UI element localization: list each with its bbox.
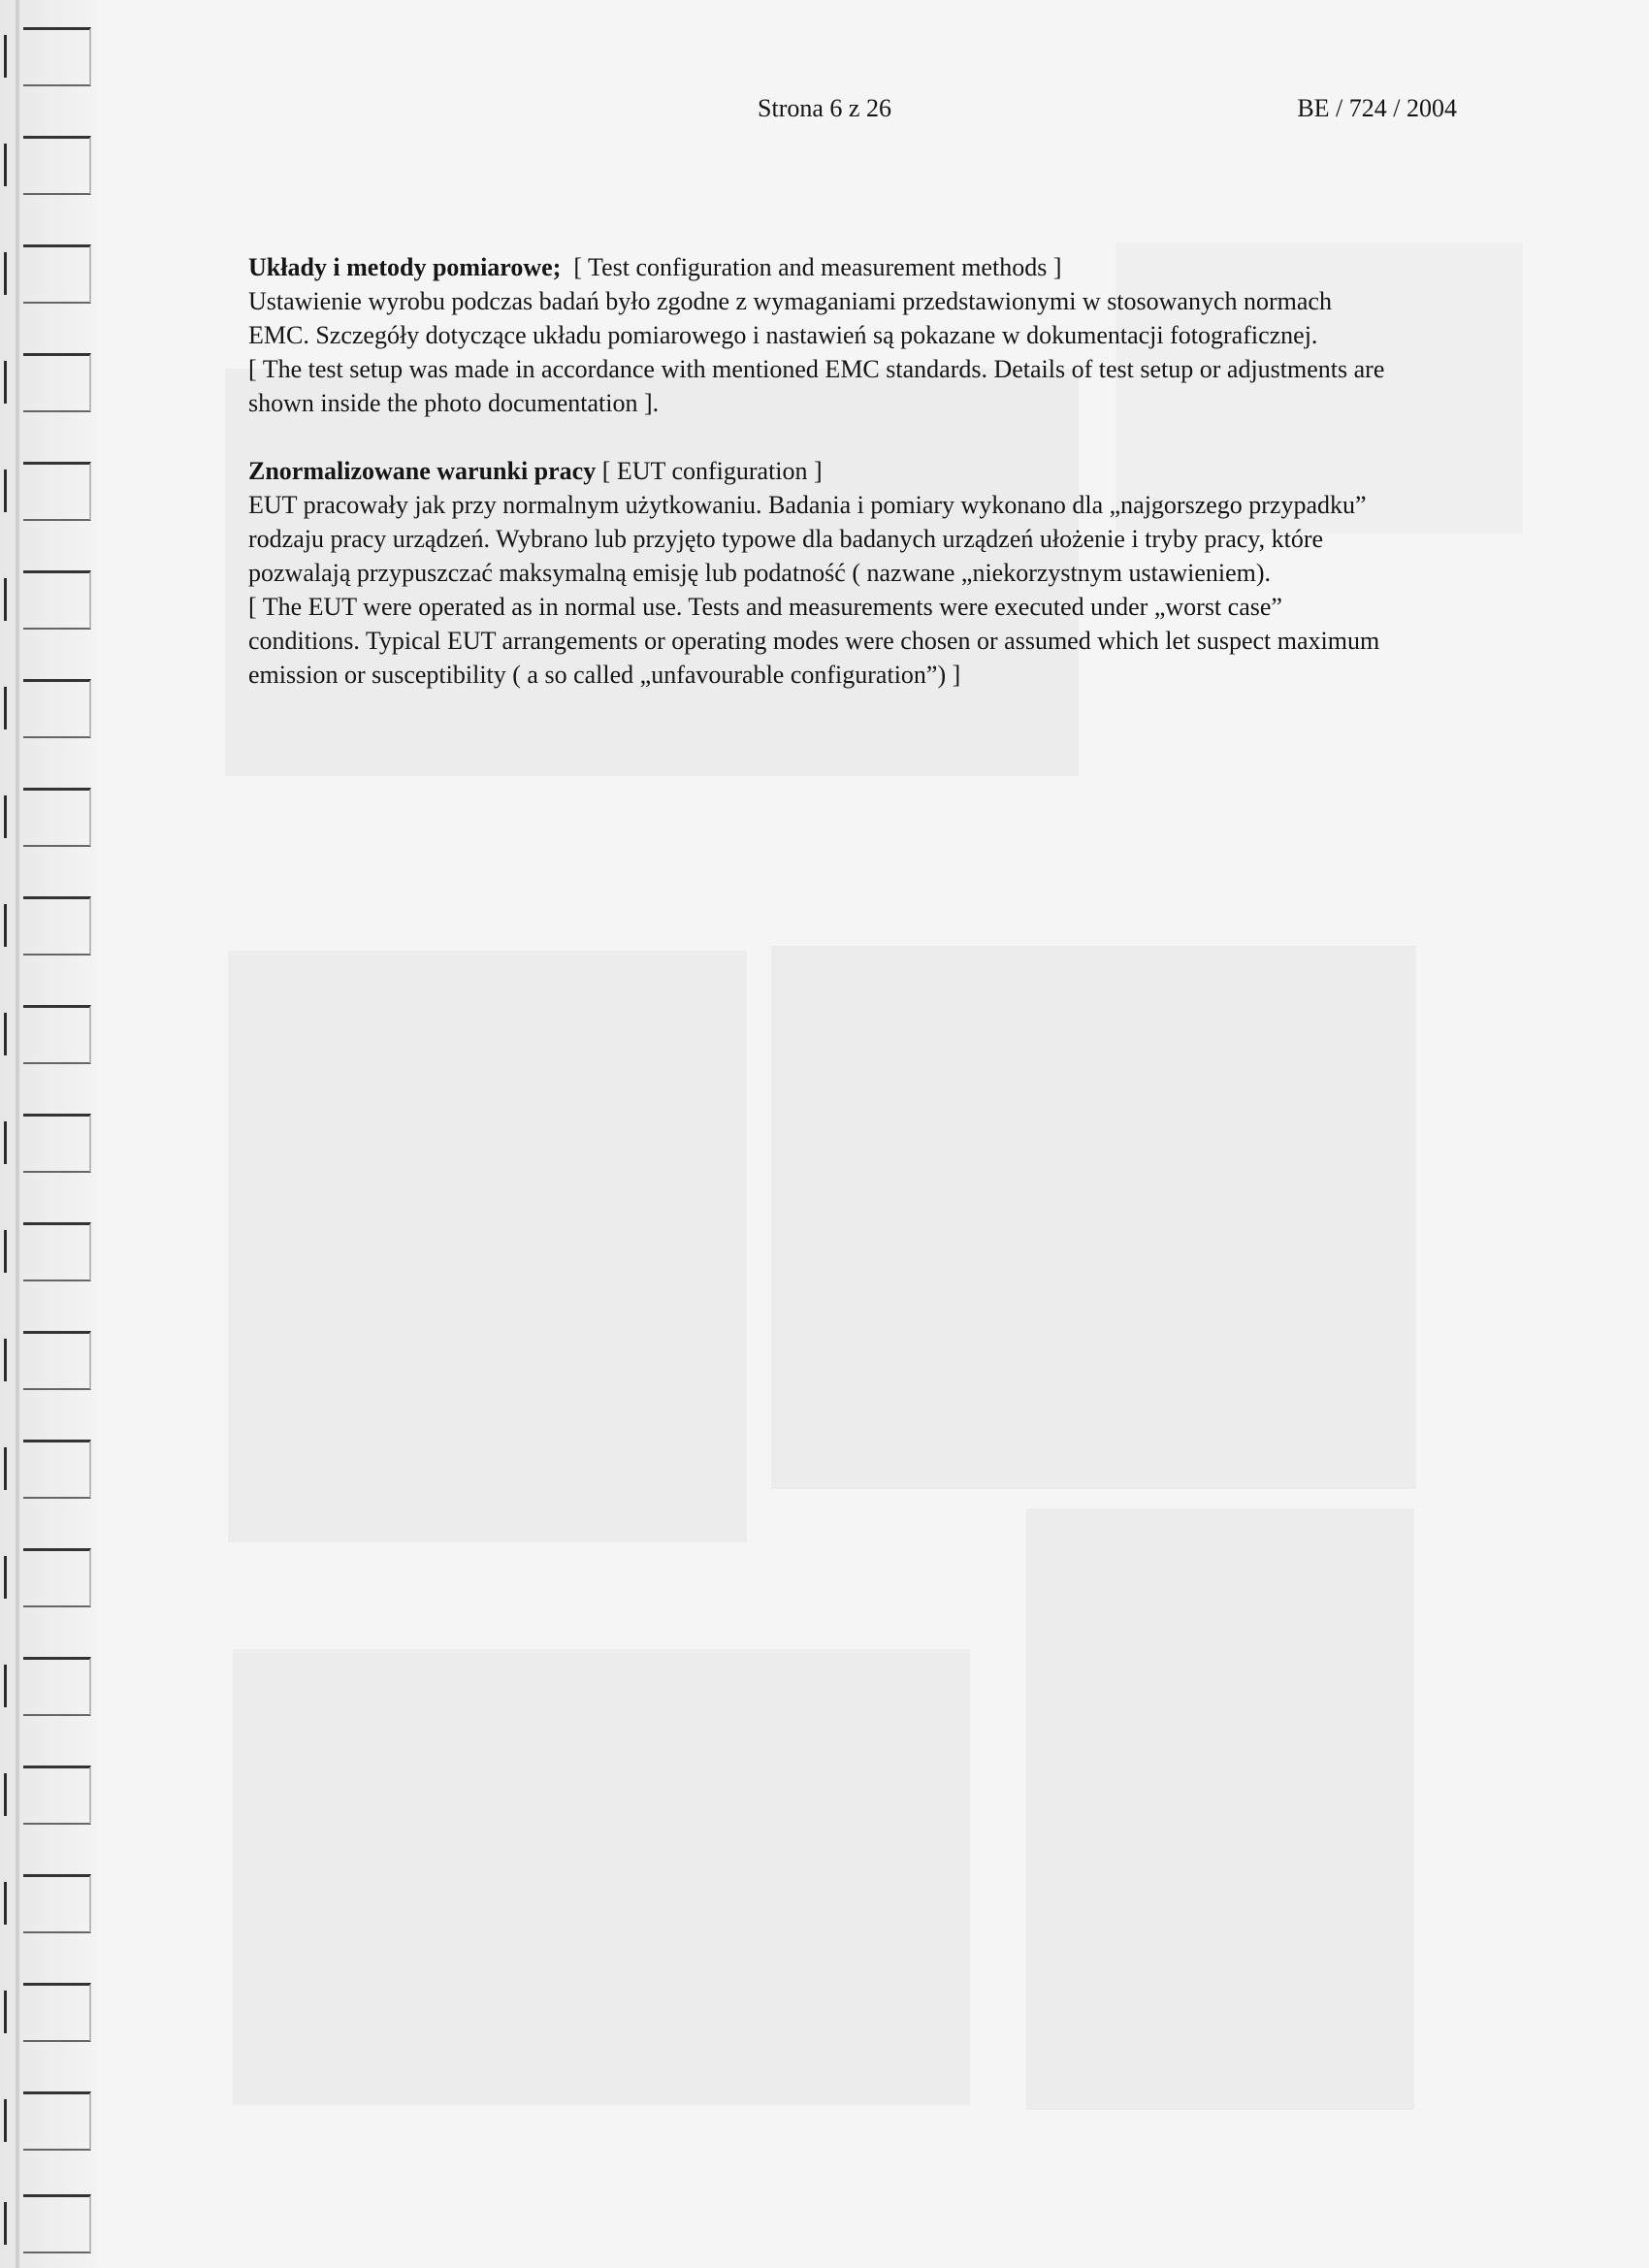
- text-line: pozwalają przypuszczać maksymalną emisję lub podatność ( nazwane „niekorzystnym ustawieniem).: [248, 559, 1272, 587]
- heading-polish: Znormalizowane warunki pracy: [248, 457, 597, 485]
- text-line: [ The EUT were operated as in normal use. Tests and measurements were executed under „worst case”: [248, 593, 1282, 621]
- text-line: EMC. Szczegóły dotyczące układu pomiarowego i nastawień są pokazane w dokumentacji fotograficznej.: [248, 321, 1318, 349]
- document-body: [248, 250, 1471, 692]
- heading-english: [ EUT configuration ]: [601, 457, 823, 485]
- show-through-photo: [1026, 1508, 1414, 2110]
- text-line: rodzaju pracy urządzeń. Wybrano lub przyjęto typowe dla badanych urządzeń ułożenie i tryby pracy, które: [248, 525, 1324, 553]
- section-heading: [248, 250, 1471, 284]
- show-through-photo: [233, 1649, 970, 2105]
- binding-strip: [0, 0, 97, 2268]
- text-line: shown inside the photo documentation ].: [248, 389, 660, 417]
- show-through-photo: [228, 951, 747, 1542]
- section-heading: [248, 454, 1471, 488]
- text-line: conditions. Typical EUT arrangements or operating modes were chosen or assumed which let suspect maximum: [248, 627, 1380, 655]
- heading-english: [ Test configuration and measurement methods ]: [573, 253, 1062, 281]
- report-number: BE / 724 / 2004: [1297, 94, 1457, 122]
- page-number: Strona 6 z 26: [758, 94, 891, 122]
- heading-polish: Układy i metody pomiarowe;: [248, 253, 562, 281]
- text-line: [ The test setup was made in accordance with mentioned EMC standards. Details of test setup or adjustments are: [248, 355, 1385, 383]
- text-line: emission or susceptibility ( a so called „unfavourable configuration”) ]: [248, 661, 961, 689]
- show-through-photo: [771, 946, 1416, 1489]
- text-line: Ustawienie wyrobu podczas badań było zgodne z wymaganiami przedstawionymi w stosowanych normach: [248, 287, 1332, 315]
- text-line: EUT pracowały jak przy normalnym użytkowaniu. Badania i pomiary wykonano dla „najgorszego przypadku”: [248, 491, 1367, 519]
